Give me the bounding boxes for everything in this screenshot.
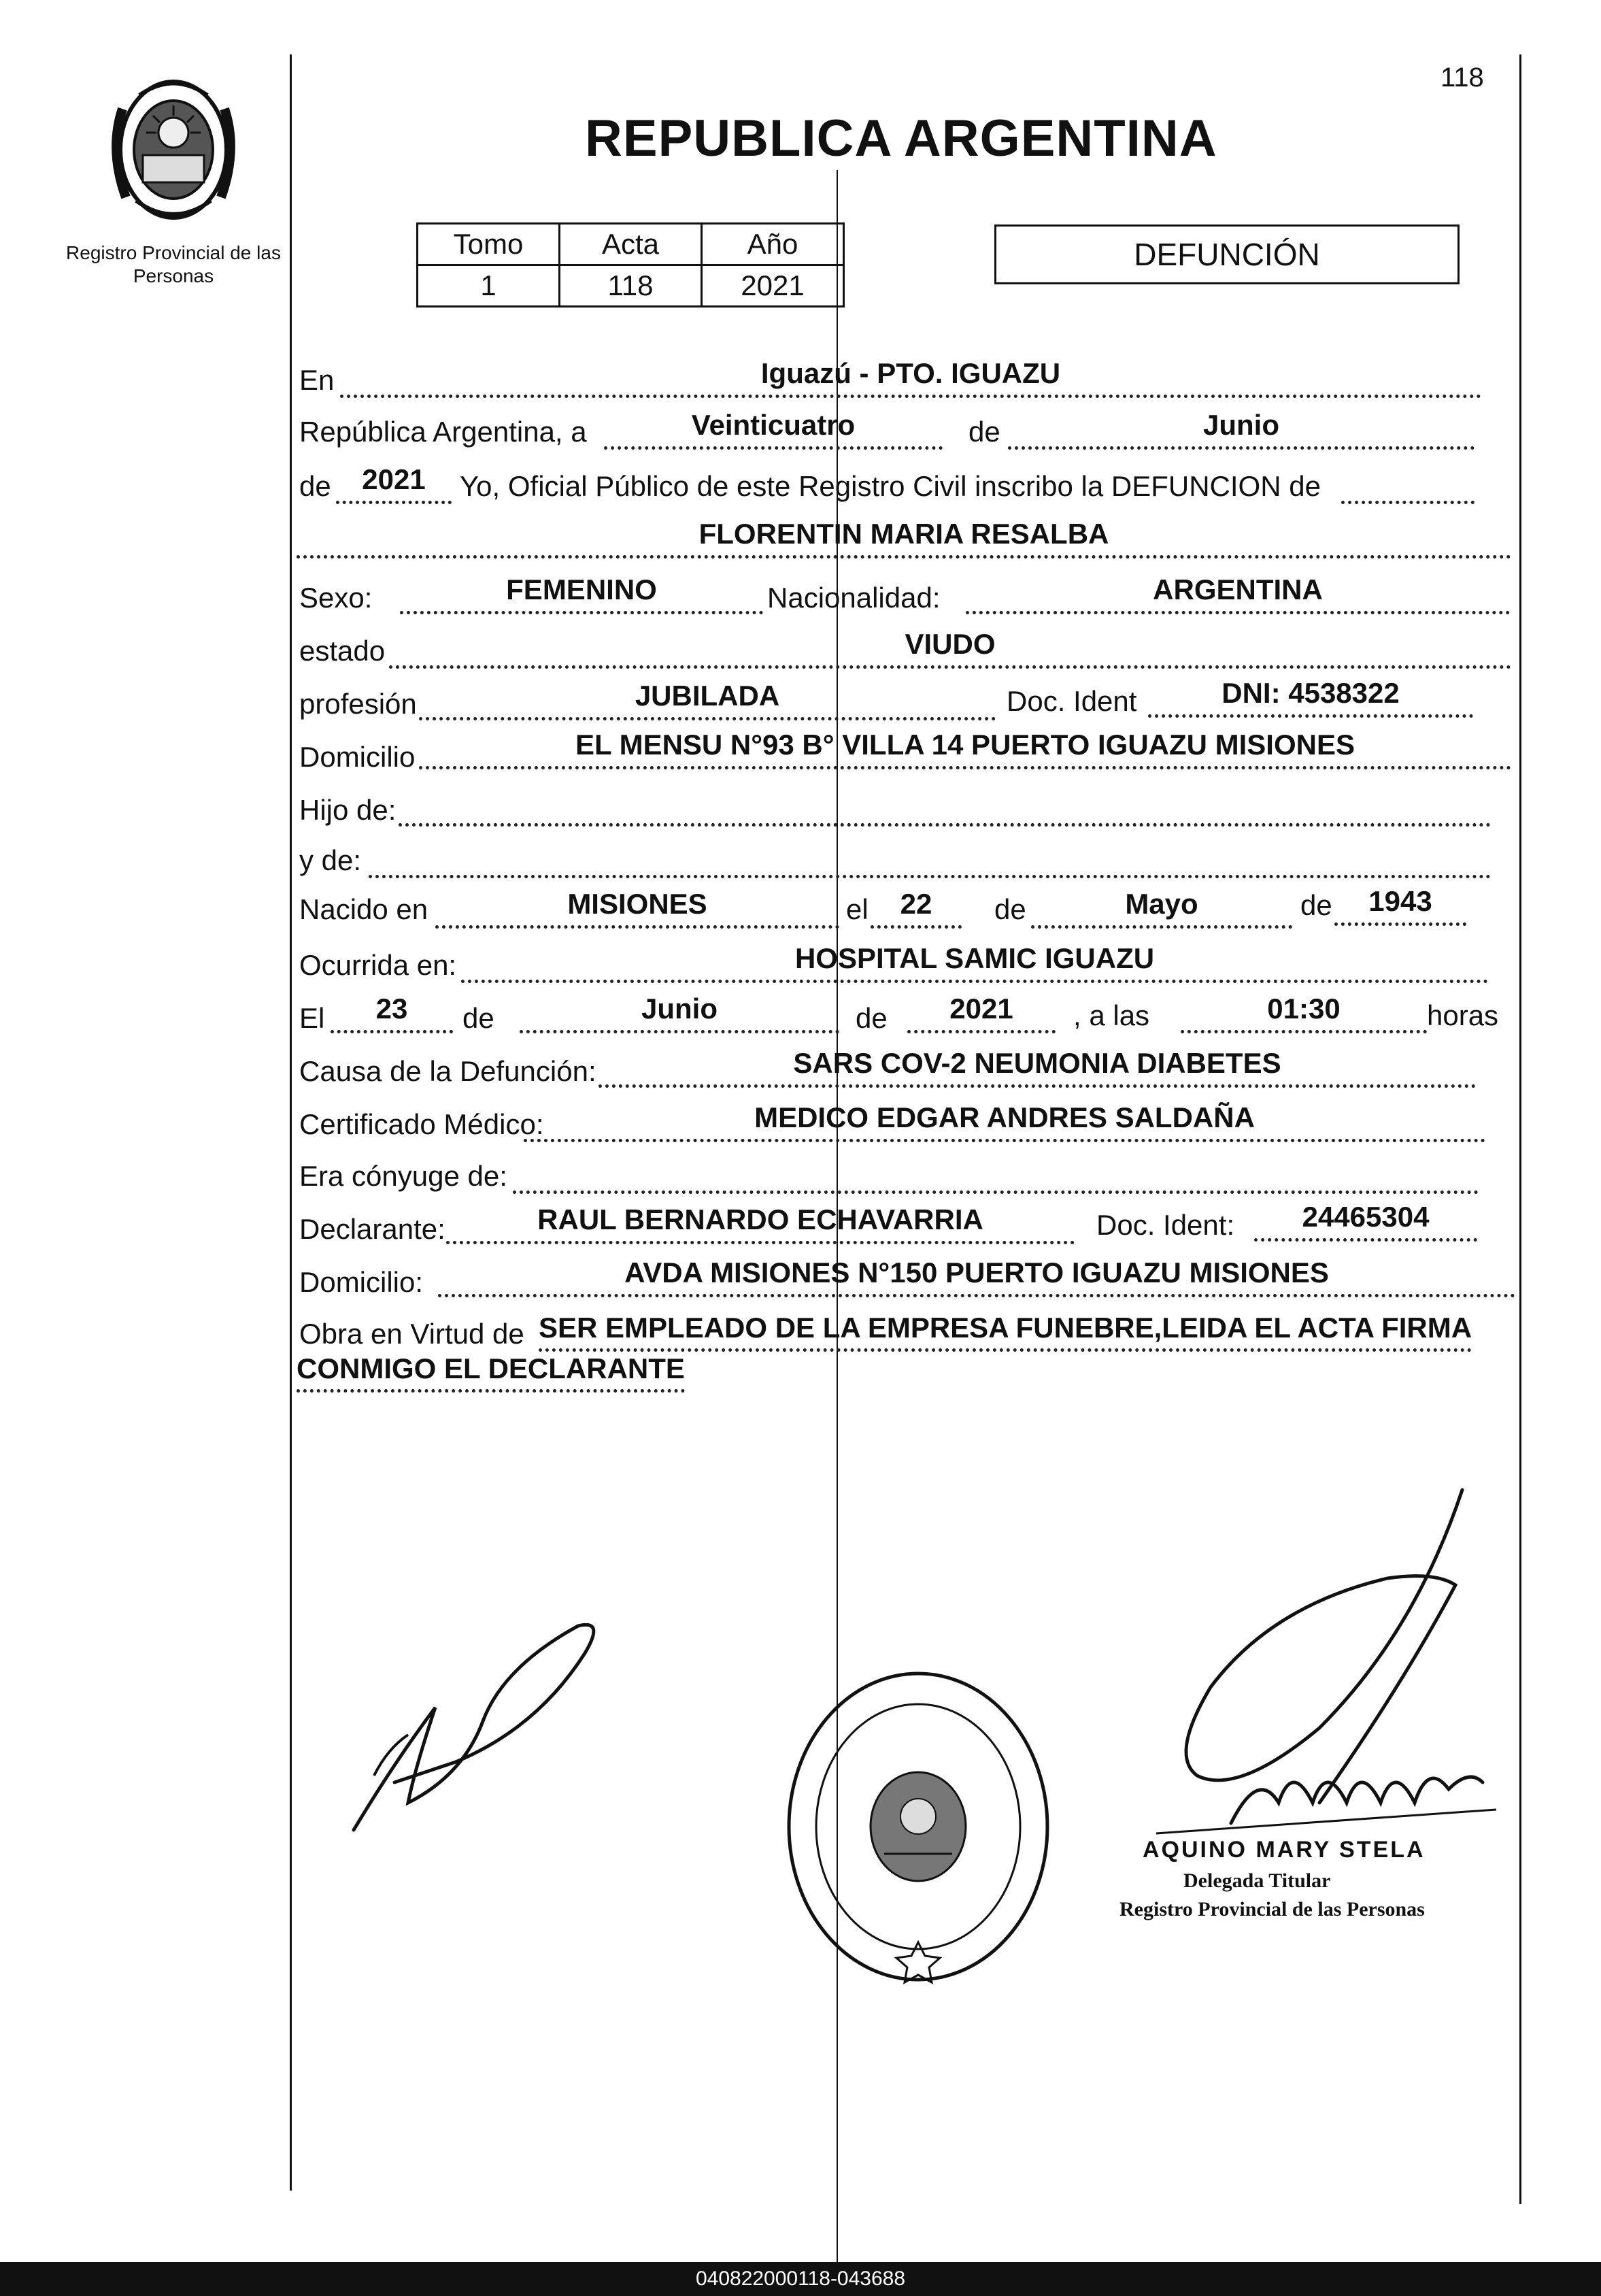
field-dia-letras — [604, 405, 943, 450]
field-mes — [1008, 405, 1474, 450]
field-conyuge — [513, 1150, 1479, 1194]
registry-header-anio: Año — [702, 224, 844, 265]
value-declarante-domicilio: AVDA MISIONES N°150 PUERTO IGUAZU MISIONES — [624, 1257, 1329, 1288]
provincial-seal — [95, 68, 252, 231]
field-declarante-doc — [1254, 1197, 1477, 1242]
label-hijo-de: Hijo de: — [299, 794, 397, 826]
value-documento: DNI: 4538322 — [1221, 677, 1400, 709]
value-obra-virtud-2: CONMIGO EL DECLARANTE — [297, 1352, 685, 1393]
registry-table — [416, 222, 845, 307]
field-declarante-domicilio — [438, 1253, 1515, 1297]
value-profesion: JUBILADA — [635, 680, 780, 712]
registry-value-row — [418, 265, 844, 307]
official-role: Delegada Titular — [1183, 1869, 1331, 1892]
field-declarante — [446, 1200, 1075, 1244]
field-certificado — [524, 1098, 1485, 1142]
label-causa: Causa de la Defunción: — [299, 1055, 596, 1087]
field-hijo-de — [399, 782, 1491, 827]
value-sexo: FEMENINO — [506, 573, 657, 605]
label-horas: horas — [1427, 999, 1499, 1031]
field-def-mes — [520, 989, 839, 1033]
value-def-hora: 01:30 — [1267, 993, 1341, 1025]
label-doc-ident: Doc. Ident — [1007, 685, 1137, 717]
label-en: En — [299, 364, 335, 396]
label-nacionalidad: Nacionalidad: — [767, 582, 941, 614]
label-ocurrida-en: Ocurrida en: — [299, 949, 457, 981]
field-nac-mes — [1031, 884, 1292, 929]
label-obra-virtud: Obra en Virtud de — [299, 1318, 524, 1350]
value-nac-dia: 22 — [900, 888, 932, 920]
footer-barcode: 040822000118-043688 — [0, 2262, 1601, 2296]
field-profesion — [419, 676, 996, 720]
value-domicilio: EL MENSU N°93 B° VILLA 14 PUERTO IGUAZU MISIONES — [575, 729, 1355, 761]
delegation-stamp — [782, 1667, 1054, 1986]
label-doc-ident-declarante: Doc. Ident: — [1096, 1209, 1235, 1241]
value-nac-mes: Mayo — [1125, 888, 1198, 920]
field-nombre — [297, 514, 1511, 559]
field-def-anio — [907, 989, 1056, 1033]
value-nombre: FLORENTIN MARIA RESALBA — [698, 518, 1109, 550]
page-number: 118 — [1440, 63, 1484, 93]
registry-tomo: 1 — [418, 265, 560, 307]
field-nacido-en — [435, 884, 839, 929]
value-causa: SARS COV-2 NEUMONIA DIABETES — [793, 1047, 1281, 1079]
value-obra-virtud-1: SER EMPLEADO DE LA EMPRESA FUNEBRE,LEIDA EL ACTA FIRMA — [539, 1312, 1472, 1352]
field-documento — [1148, 673, 1473, 718]
label-de-def-mes: de — [462, 1002, 494, 1034]
value-dia-letras: Veinticuatro — [691, 409, 856, 441]
field-y-de — [369, 834, 1491, 878]
registry-header-acta: Acta — [560, 224, 702, 265]
value-def-dia: 23 — [375, 993, 408, 1025]
value-declarante-doc: 24465304 — [1302, 1201, 1430, 1233]
document-type-box: DEFUNCIÓN — [994, 224, 1460, 284]
left-margin-line — [290, 54, 292, 2191]
official-name: AQUINO MARY STELA — [1143, 1837, 1426, 1863]
value-nacido-en: MISIONES — [567, 888, 707, 920]
label-oficial: Yo, Oficial Público de este Registro Civil inscribo la DEFUNCION de — [460, 470, 1321, 502]
value-def-mes: Junio — [641, 993, 718, 1025]
field-anio — [336, 460, 452, 504]
registry-acta: 118 — [560, 265, 702, 307]
declarant-signature — [333, 1605, 619, 1837]
label-certificado: Certificado Médico: — [299, 1108, 544, 1140]
label-de-mes: de — [968, 416, 1000, 448]
value-nac-anio: 1943 — [1368, 885, 1432, 917]
field-nac-anio — [1334, 882, 1466, 926]
label-nacido-en: Nacido en — [299, 893, 428, 925]
value-mes: Junio — [1203, 409, 1279, 441]
field-estado — [389, 625, 1511, 669]
label-de-nac-mes: de — [994, 893, 1026, 925]
label-declarante: Declarante: — [299, 1213, 445, 1245]
label-republica: República Argentina, a — [299, 416, 587, 448]
label-el-nacimiento: el — [846, 893, 869, 925]
registry-header-row — [418, 224, 844, 265]
value-declarante: RAUL BERNARDO ECHAVARRIA — [537, 1203, 983, 1235]
label-a-las: , a las — [1073, 999, 1150, 1031]
label-de-anio: de — [299, 470, 331, 502]
field-def-dia — [331, 989, 453, 1033]
value-def-anio: 2021 — [949, 993, 1013, 1025]
label-el-defuncion: El — [299, 1002, 325, 1034]
label-domicilio: Domicilio — [299, 741, 416, 773]
label-conyuge: Era cónyuge de: — [299, 1160, 507, 1192]
seal-caption: Registro Provincial de las Personas — [66, 242, 281, 286]
official-signature — [1115, 1483, 1517, 1837]
official-org: Registro Provincial de las Personas — [1119, 1898, 1425, 1920]
value-nacionalidad: ARGENTINA — [1153, 573, 1323, 605]
field-oficial-end — [1341, 460, 1474, 504]
label-y-de: y de: — [299, 844, 362, 876]
label-sexo: Sexo: — [299, 582, 373, 614]
field-domicilio — [419, 725, 1511, 769]
label-de-def-anio: de — [856, 1002, 888, 1034]
value-lugar: Iguazú - PTO. IGUAZU — [760, 357, 1061, 389]
field-ocurrida-en — [461, 939, 1488, 983]
page-title: REPUBLICA ARGENTINA — [585, 110, 1217, 167]
field-nac-dia — [871, 884, 962, 929]
registry-anio: 2021 — [702, 265, 844, 307]
registry-header-tomo: Tomo — [418, 224, 560, 265]
label-de-nac-anio: de — [1300, 889, 1332, 921]
value-anio: 2021 — [362, 463, 426, 495]
label-domicilio-declarante: Domicilio: — [299, 1266, 424, 1298]
field-def-hora — [1181, 989, 1427, 1033]
label-profesion: profesión — [299, 688, 417, 720]
right-margin-line — [1519, 54, 1521, 2204]
field-nacionalidad — [966, 570, 1510, 614]
value-certificado: MEDICO EDGAR ANDRES SALDAÑA — [754, 1101, 1255, 1133]
label-estado: estado — [299, 635, 386, 667]
value-estado: VIUDO — [905, 628, 996, 660]
field-lugar — [340, 354, 1481, 398]
field-causa — [599, 1044, 1476, 1088]
value-ocurrida-en: HOSPITAL SAMIC IGUAZU — [794, 942, 1155, 974]
field-sexo — [400, 570, 763, 614]
